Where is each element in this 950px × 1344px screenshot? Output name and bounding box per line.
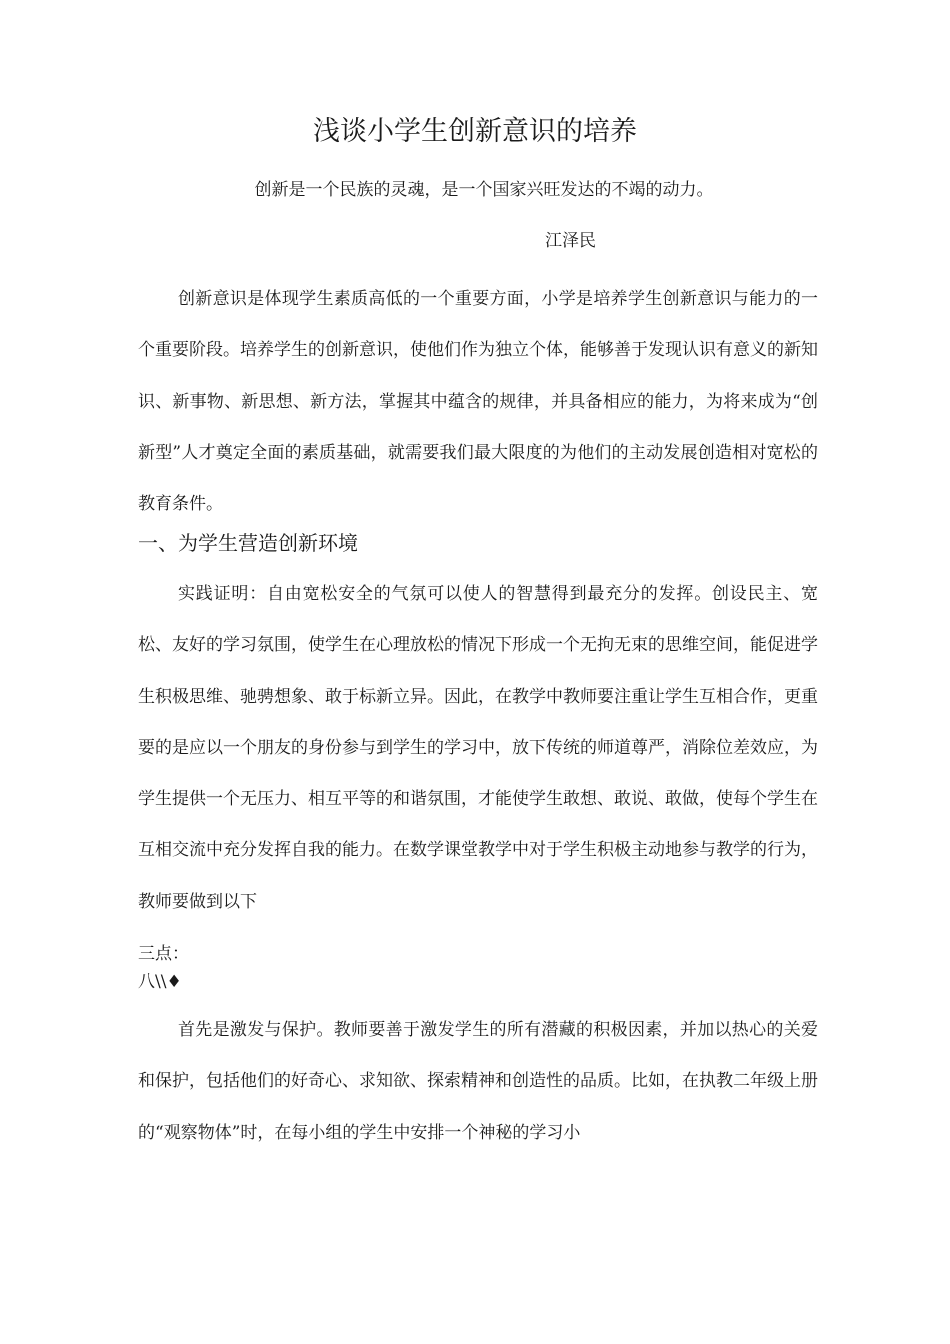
intro-paragraph: 创新意识是体现学生素质高低的一个重要方面，小学是培养学生创新意识与能力的一个重要阶段。培养学生的创新意识，使他们作为独立个体，能够善于发现认识有意义的新知识、新事物、新思想、新方法，掌握其中蕴含的规律，并具备相应的能力，为将来成为“创新型”人才奠定全面的素质基础，就需要我们最大限度的为他们的主动发展创造相对宽松的教育条件。: [138, 289, 818, 515]
point-paragraph: 首先是激发与保护。教师要善于激发学生的所有潜藏的积极因素，并加以热心的关爱和保护，包括他们的好奇心、求知欲、探索精神和创造性的品质。比如，在执教二年级上册的“观察物体”时，在每小组的学生中安排一个神秘的学习小: [138, 1020, 818, 1143]
scan-artifact-text: 八\\♦: [138, 972, 182, 992]
epigraph-quote: 创新是一个民族的灵魂，是一个国家兴旺发达的不竭的动力。: [254, 180, 714, 200]
section-heading: 一、为学生营造创新环境: [138, 531, 358, 555]
epigraph-author: 江泽民: [545, 231, 596, 251]
section-paragraph: 实践证明：自由宽松安全的气氛可以使人的智慧得到最充分的发挥。创设民主、宽松、友好的学习氛围，使学生在心理放松的情况下形成一个无拘无束的思维空间，能促进学生积极思维、驰骋想象、敢于标新立异。因此，在教学中教师要注重让学生互相合作，更重要的是应以一个朋友的身份参与到学生的学习中，放下传统的师道尊严，消除位差效应，为学生提供一个无压力、相互平等的和谐氛围，才能使学生敢想、敢说、敢做，使每个学生在互相交流中充分发挥自我的能力。在数学课堂教学中对于学生积极主动地参与教学的行为，教师要做到以下: [138, 584, 818, 912]
document-title: 浅谈小学生创新意识的培养: [313, 116, 637, 147]
section-paragraph-tail: 三点：: [138, 944, 189, 964]
